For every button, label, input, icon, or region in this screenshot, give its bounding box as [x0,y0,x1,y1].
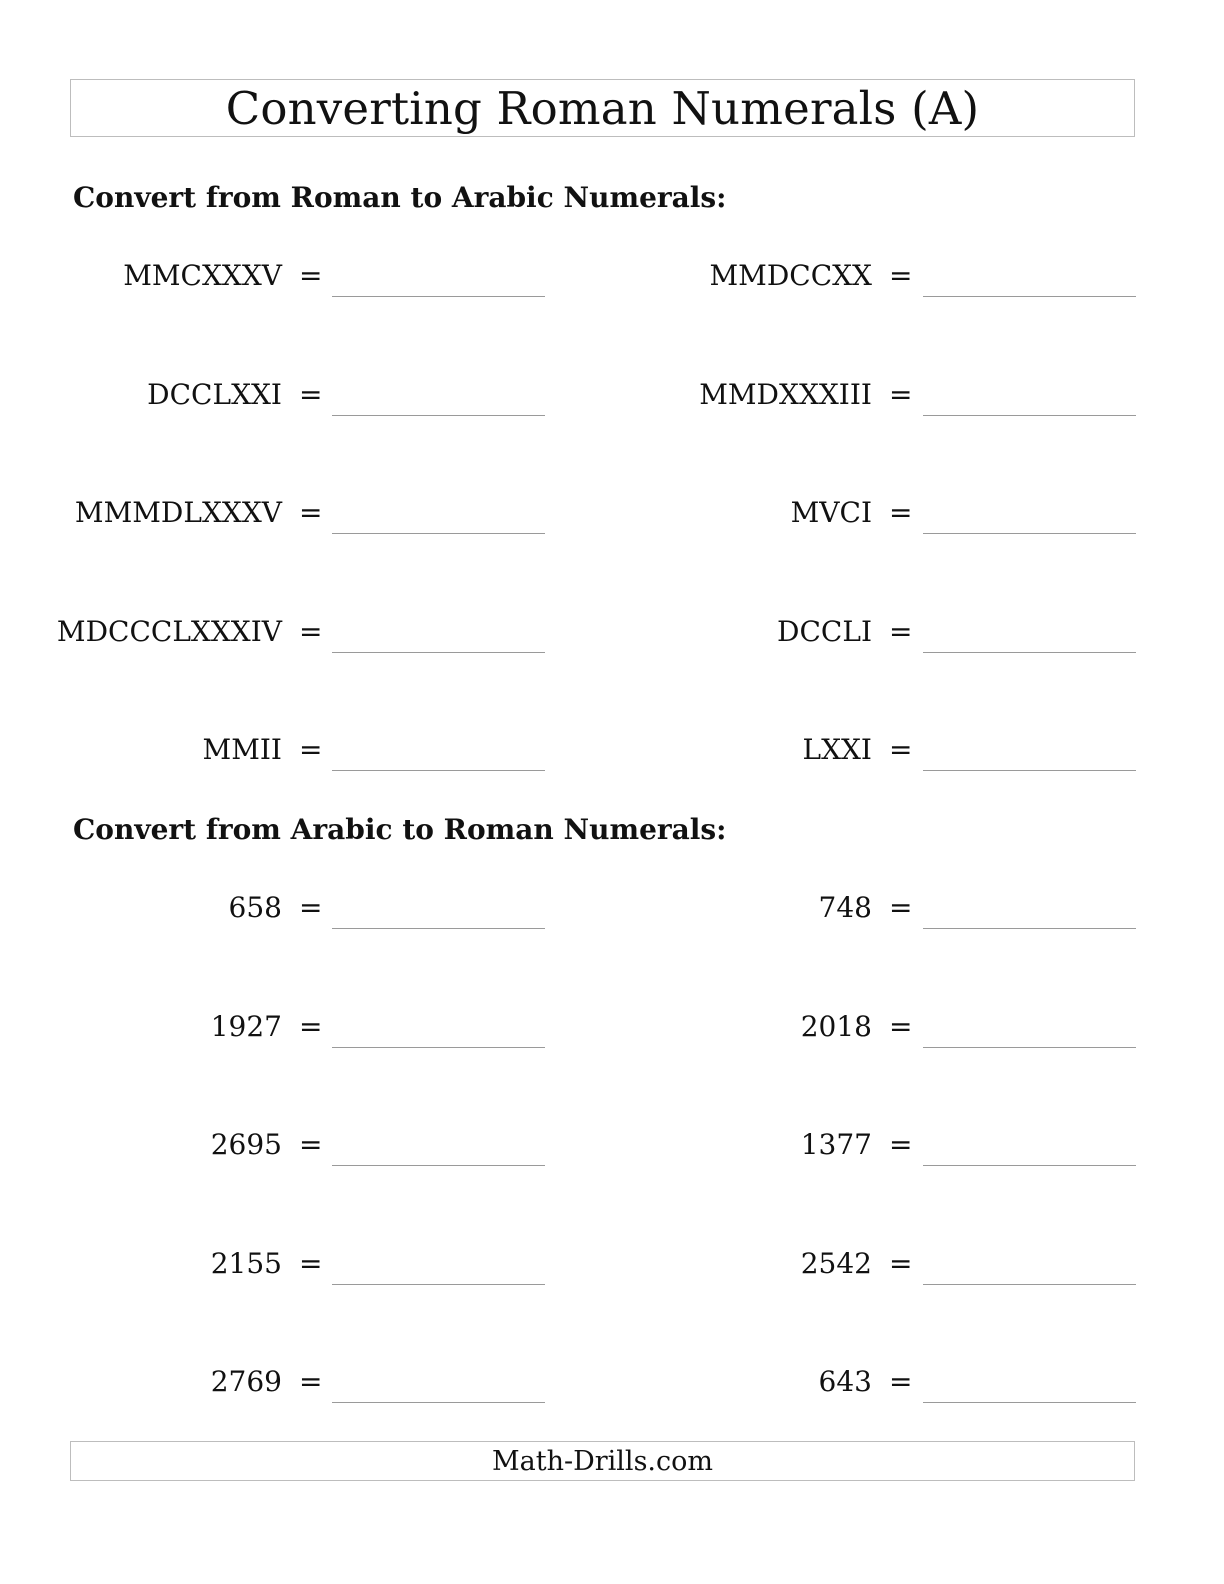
problem-label: LXXI [802,733,872,766]
equals-sign: = [889,1365,913,1398]
page-title: Converting Roman Numerals (A) [225,81,980,135]
equals-sign: = [299,259,323,292]
problem-label: 2542 [800,1246,872,1280]
answer-blank[interactable] [923,296,1136,297]
section-heading-arabic-to-roman: Convert from Arabic to Roman Numerals: [73,813,727,846]
problem-label: MMDXXXIII [699,377,872,411]
answer-blank[interactable] [923,1047,1136,1048]
answer-blank[interactable] [332,1284,545,1285]
problem-label: MMCXXXV [123,259,282,292]
answer-blank[interactable] [332,1047,545,1048]
problem-label: 1377 [800,1128,872,1161]
answer-blank[interactable] [332,296,545,297]
problem-label: DCCLXXI [147,377,282,411]
problem-label: MMII [202,733,282,766]
problem-label: DCCLI [777,614,872,648]
answer-blank[interactable] [923,1165,1136,1166]
answer-blank[interactable] [332,770,545,771]
equals-sign: = [889,259,913,292]
answer-blank[interactable] [923,415,1136,416]
equals-sign: = [299,377,323,411]
answer-blank[interactable] [332,652,545,653]
problem-label: 1927 [210,1009,282,1043]
equals-sign: = [299,1128,323,1161]
problem-label: 2155 [210,1246,282,1280]
problem-label: MMMDLXXXV [74,496,282,529]
equals-sign: = [299,1246,323,1280]
problem-label: 2018 [800,1009,872,1043]
equals-sign: = [889,1128,913,1161]
equals-sign: = [889,733,913,766]
problem-label: MMDCCXX [709,259,872,292]
footer-box [70,1441,1135,1481]
equals-sign: = [889,1009,913,1043]
footer-text: Math-Drills.com [492,1445,713,1477]
problem-label: 2695 [210,1128,282,1161]
equals-sign: = [299,1009,323,1043]
answer-blank[interactable] [332,415,545,416]
equals-sign: = [299,1365,323,1398]
problem-label: 2769 [210,1365,282,1398]
answer-blank[interactable] [332,928,545,929]
answer-blank[interactable] [923,1284,1136,1285]
answer-blank[interactable] [923,928,1136,929]
equals-sign: = [889,496,913,529]
answer-blank[interactable] [332,1165,545,1166]
problem-label: MVCI [790,496,872,529]
section-heading-roman-to-arabic: Convert from Roman to Arabic Numerals: [73,181,727,214]
answer-blank[interactable] [332,1402,545,1403]
equals-sign: = [889,614,913,648]
equals-sign: = [299,614,323,648]
problem-label: 658 [228,891,282,924]
equals-sign: = [299,891,323,924]
equals-sign: = [299,733,323,766]
equals-sign: = [299,496,323,529]
answer-blank[interactable] [332,533,545,534]
answer-blank[interactable] [923,770,1136,771]
equals-sign: = [889,891,913,924]
problem-label: 643 [818,1365,872,1398]
answer-blank[interactable] [923,1402,1136,1403]
equals-sign: = [889,377,913,411]
answer-blank[interactable] [923,652,1136,653]
equals-sign: = [889,1246,913,1280]
answer-blank[interactable] [923,533,1136,534]
title-box [70,79,1135,137]
problem-label: 748 [818,891,872,924]
problem-label: MDCCCLXXXIV [56,614,282,648]
